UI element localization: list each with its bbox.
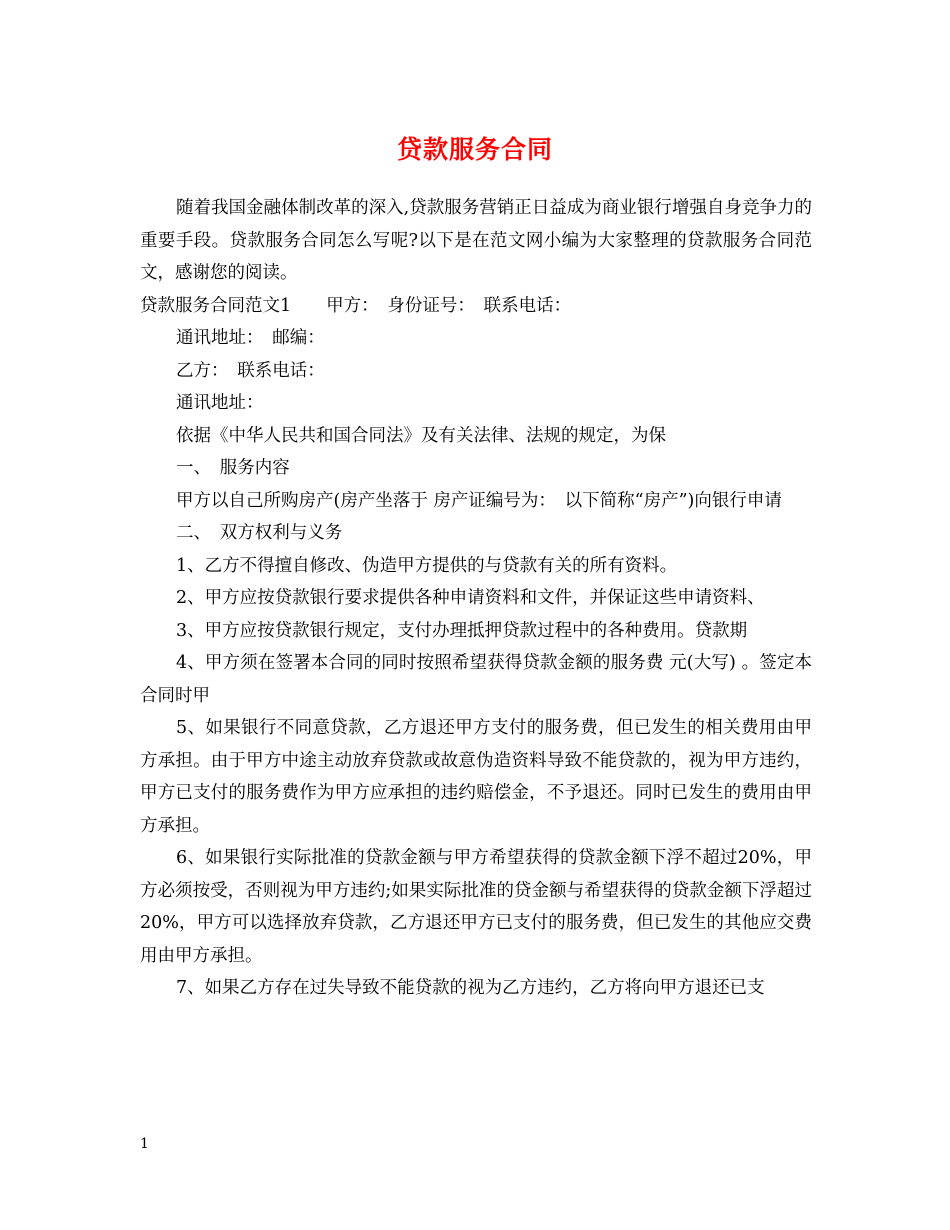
paragraph: 一、 服务内容 bbox=[176, 458, 290, 478]
paragraph: 甲方以自己所购房产(房产坐落于 房产证编号为： 以下简称“房产”)向银行申请 bbox=[176, 490, 782, 511]
paragraph: 7、如果乙方存在过失导致不能贷款的视为乙方违约，乙方将向甲方退还已支 bbox=[176, 978, 765, 998]
paragraph: 6、如果银行实际批准的贷款金额与甲方希望获得的贷款金额下浮不超过20%，甲方必须按受，否则视为甲方违约;如果实际批准的贷金额与希望获得的贷款金额下浮超过 20%，甲方可以选择放弃贷款，乙方退还甲方已支付的服务费，但已发生的其他应交费用由甲方承担。 bbox=[140, 848, 812, 966]
paragraph: 二、 双方权利与义务 bbox=[176, 523, 343, 543]
paragraph: 1、乙方不得擅自修改、伪造甲方提供的与贷款有关的所有资料。 bbox=[176, 555, 678, 576]
paragraph: 2、甲方应按贷款银行要求提供各种申请资料和文件，并保证这些申请资料、 bbox=[176, 588, 765, 608]
paragraph: 4、甲方须在签署本合同的同时按照希望获得贷款金额的服务费 元(大写) 。签定本合同时甲 bbox=[140, 653, 812, 706]
page-number: 1 bbox=[140, 1136, 149, 1152]
paragraph: 乙方： 联系电话： bbox=[176, 360, 325, 381]
paragraph: 依据《中华人民共和国合同法》及有关法律、法规的规定，为保 bbox=[176, 425, 666, 446]
document-body bbox=[140, 192, 812, 1005]
paragraph: 随着我国金融体制改革的深入,贷款服务营销正日益成为商业银行增强自身竞争力的重要手段。贷款服务合同怎么写呢?以下是在范文网小编为大家整理的贷款服务合同范文，感谢您的阅读。 bbox=[140, 198, 812, 283]
document-title: 贷款服务合同 bbox=[396, 135, 553, 164]
paragraph: 贷款服务合同范文1 甲方： 身份证号： 联系电话： bbox=[140, 295, 572, 316]
paragraph: 通讯地址： 邮编： bbox=[176, 328, 325, 348]
paragraph: 5、如果银行不同意贷款，乙方退还甲方支付的服务费，但已发生的相关费用由甲方承担。由于甲方中途主动放弃贷款或故意伪造资料导致不能贷款的，视为甲方违约，甲方已支付的服务费作为甲方应承担的违约赔偿金，不予退还。同时已发生的费用由甲方承担。 bbox=[140, 718, 812, 836]
paragraph: 3、甲方应按贷款银行规定，支付办理抵押贷款过程中的各种费用。贷款期 bbox=[176, 620, 748, 641]
paragraph: 通讯地址： bbox=[176, 393, 264, 413]
